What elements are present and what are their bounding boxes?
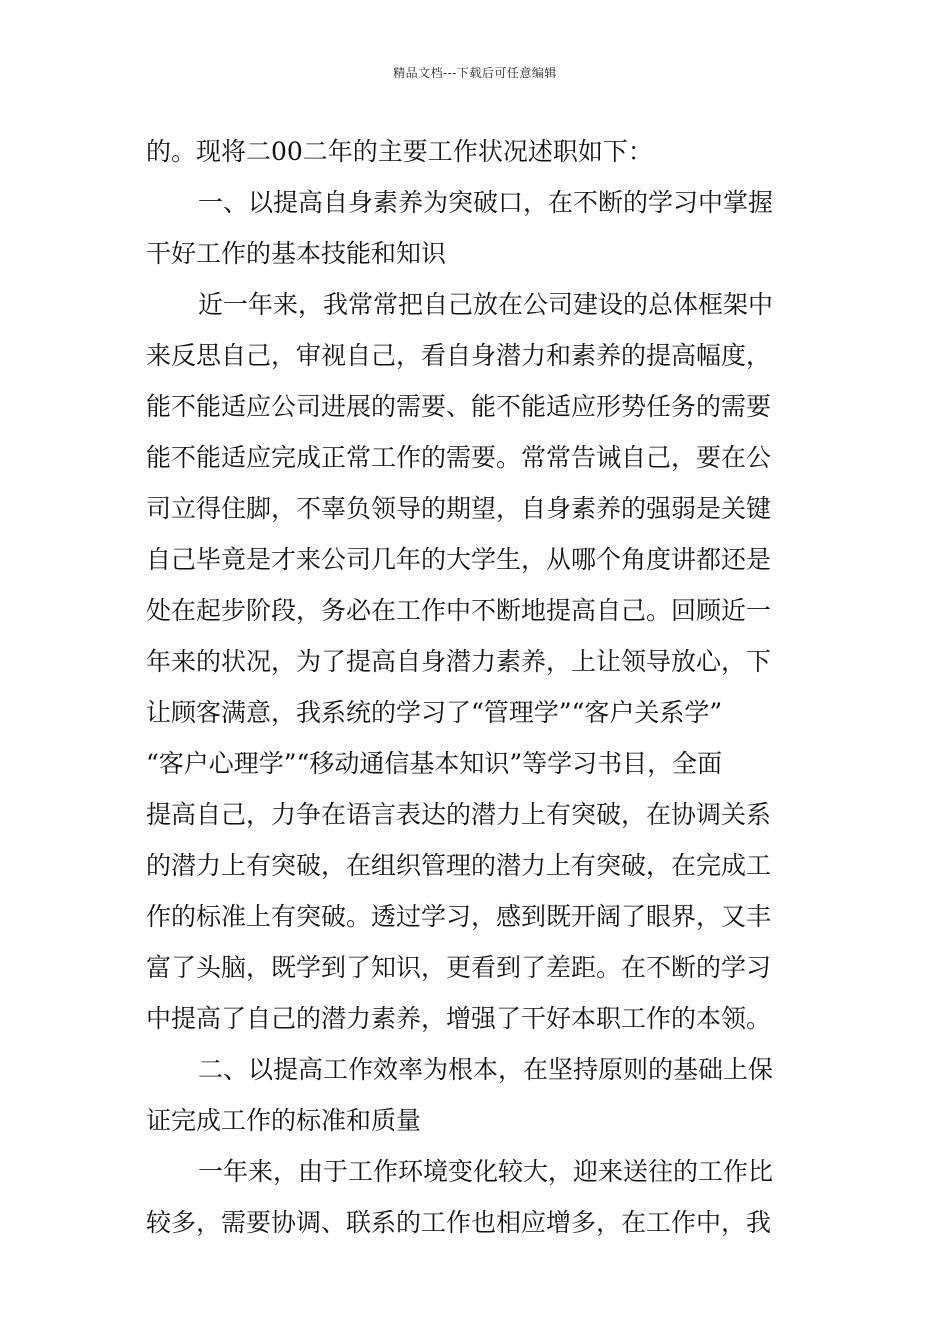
text-line: “客户心理学”“移动通信基本知识”等学习书目，全面 bbox=[146, 749, 723, 778]
text-line: 提高自己，力争在语言表达的潜力上有突破，在协调关系 bbox=[146, 800, 772, 829]
text-line: 能不能适应完成正常工作的需要。常常告诫自己，要在公 bbox=[146, 443, 772, 472]
text-line: 处在起步阶段，务必在工作中不断地提高自己。回顾近一 bbox=[146, 596, 772, 625]
text-line: 年来的状况，为了提高自身潜力素养，上让领导放心，下 bbox=[146, 647, 772, 676]
text-line: 近一年来，我常常把自己放在公司建设的总体框架中 bbox=[198, 290, 774, 319]
text-line: 一年来，由于工作环境变化较大，迎来送往的工作比 bbox=[198, 1157, 774, 1186]
text-line: 的。现将二00二年的主要工作状况述职如下： bbox=[146, 137, 653, 166]
text-line: 中提高了自己的潜力素养，增强了干好本职工作的本领。 bbox=[146, 1004, 772, 1033]
text-line: 作的标准上有突破。透过学习，感到既开阔了眼界，又丰 bbox=[146, 902, 772, 931]
text-line: 富了头脑，既学到了知识，更看到了差距。在不断的学习 bbox=[146, 953, 772, 982]
text-line: 自己毕竟是才来公司几年的大学生，从哪个角度讲都还是 bbox=[146, 545, 772, 574]
text-line: 一、以提高自身素养为突破口，在不断的学习中掌握 bbox=[198, 188, 774, 217]
text-line: 司立得住脚，不辜负领导的期望，自身素养的强弱是关键 bbox=[146, 494, 772, 523]
text-line: 较多，需要协调、联系的工作也相应增多，在工作中，我 bbox=[146, 1208, 772, 1237]
text-line: 二、以提高工作效率为根本，在坚持原则的基础上保 bbox=[198, 1055, 774, 1084]
text-line: 来反思自己，审视自己，看自身潜力和素养的提高幅度， bbox=[146, 341, 772, 370]
text-line: 干好工作的基本技能和知识 bbox=[146, 239, 447, 268]
text-line: 的潜力上有突破，在组织管理的潜力上有突破，在完成工 bbox=[146, 851, 772, 880]
document-body bbox=[146, 126, 806, 1248]
text-line: 能不能适应公司进展的需要、能不能适应形势任务的需要 bbox=[146, 392, 772, 421]
page-header: 精品文档---下载后可任意编辑 bbox=[393, 66, 557, 80]
text-line: 证完成工作的标准和质量 bbox=[146, 1106, 422, 1135]
text-line: 让顾客满意，我系统的学习了“管理学”“客户关系学” bbox=[146, 698, 723, 727]
